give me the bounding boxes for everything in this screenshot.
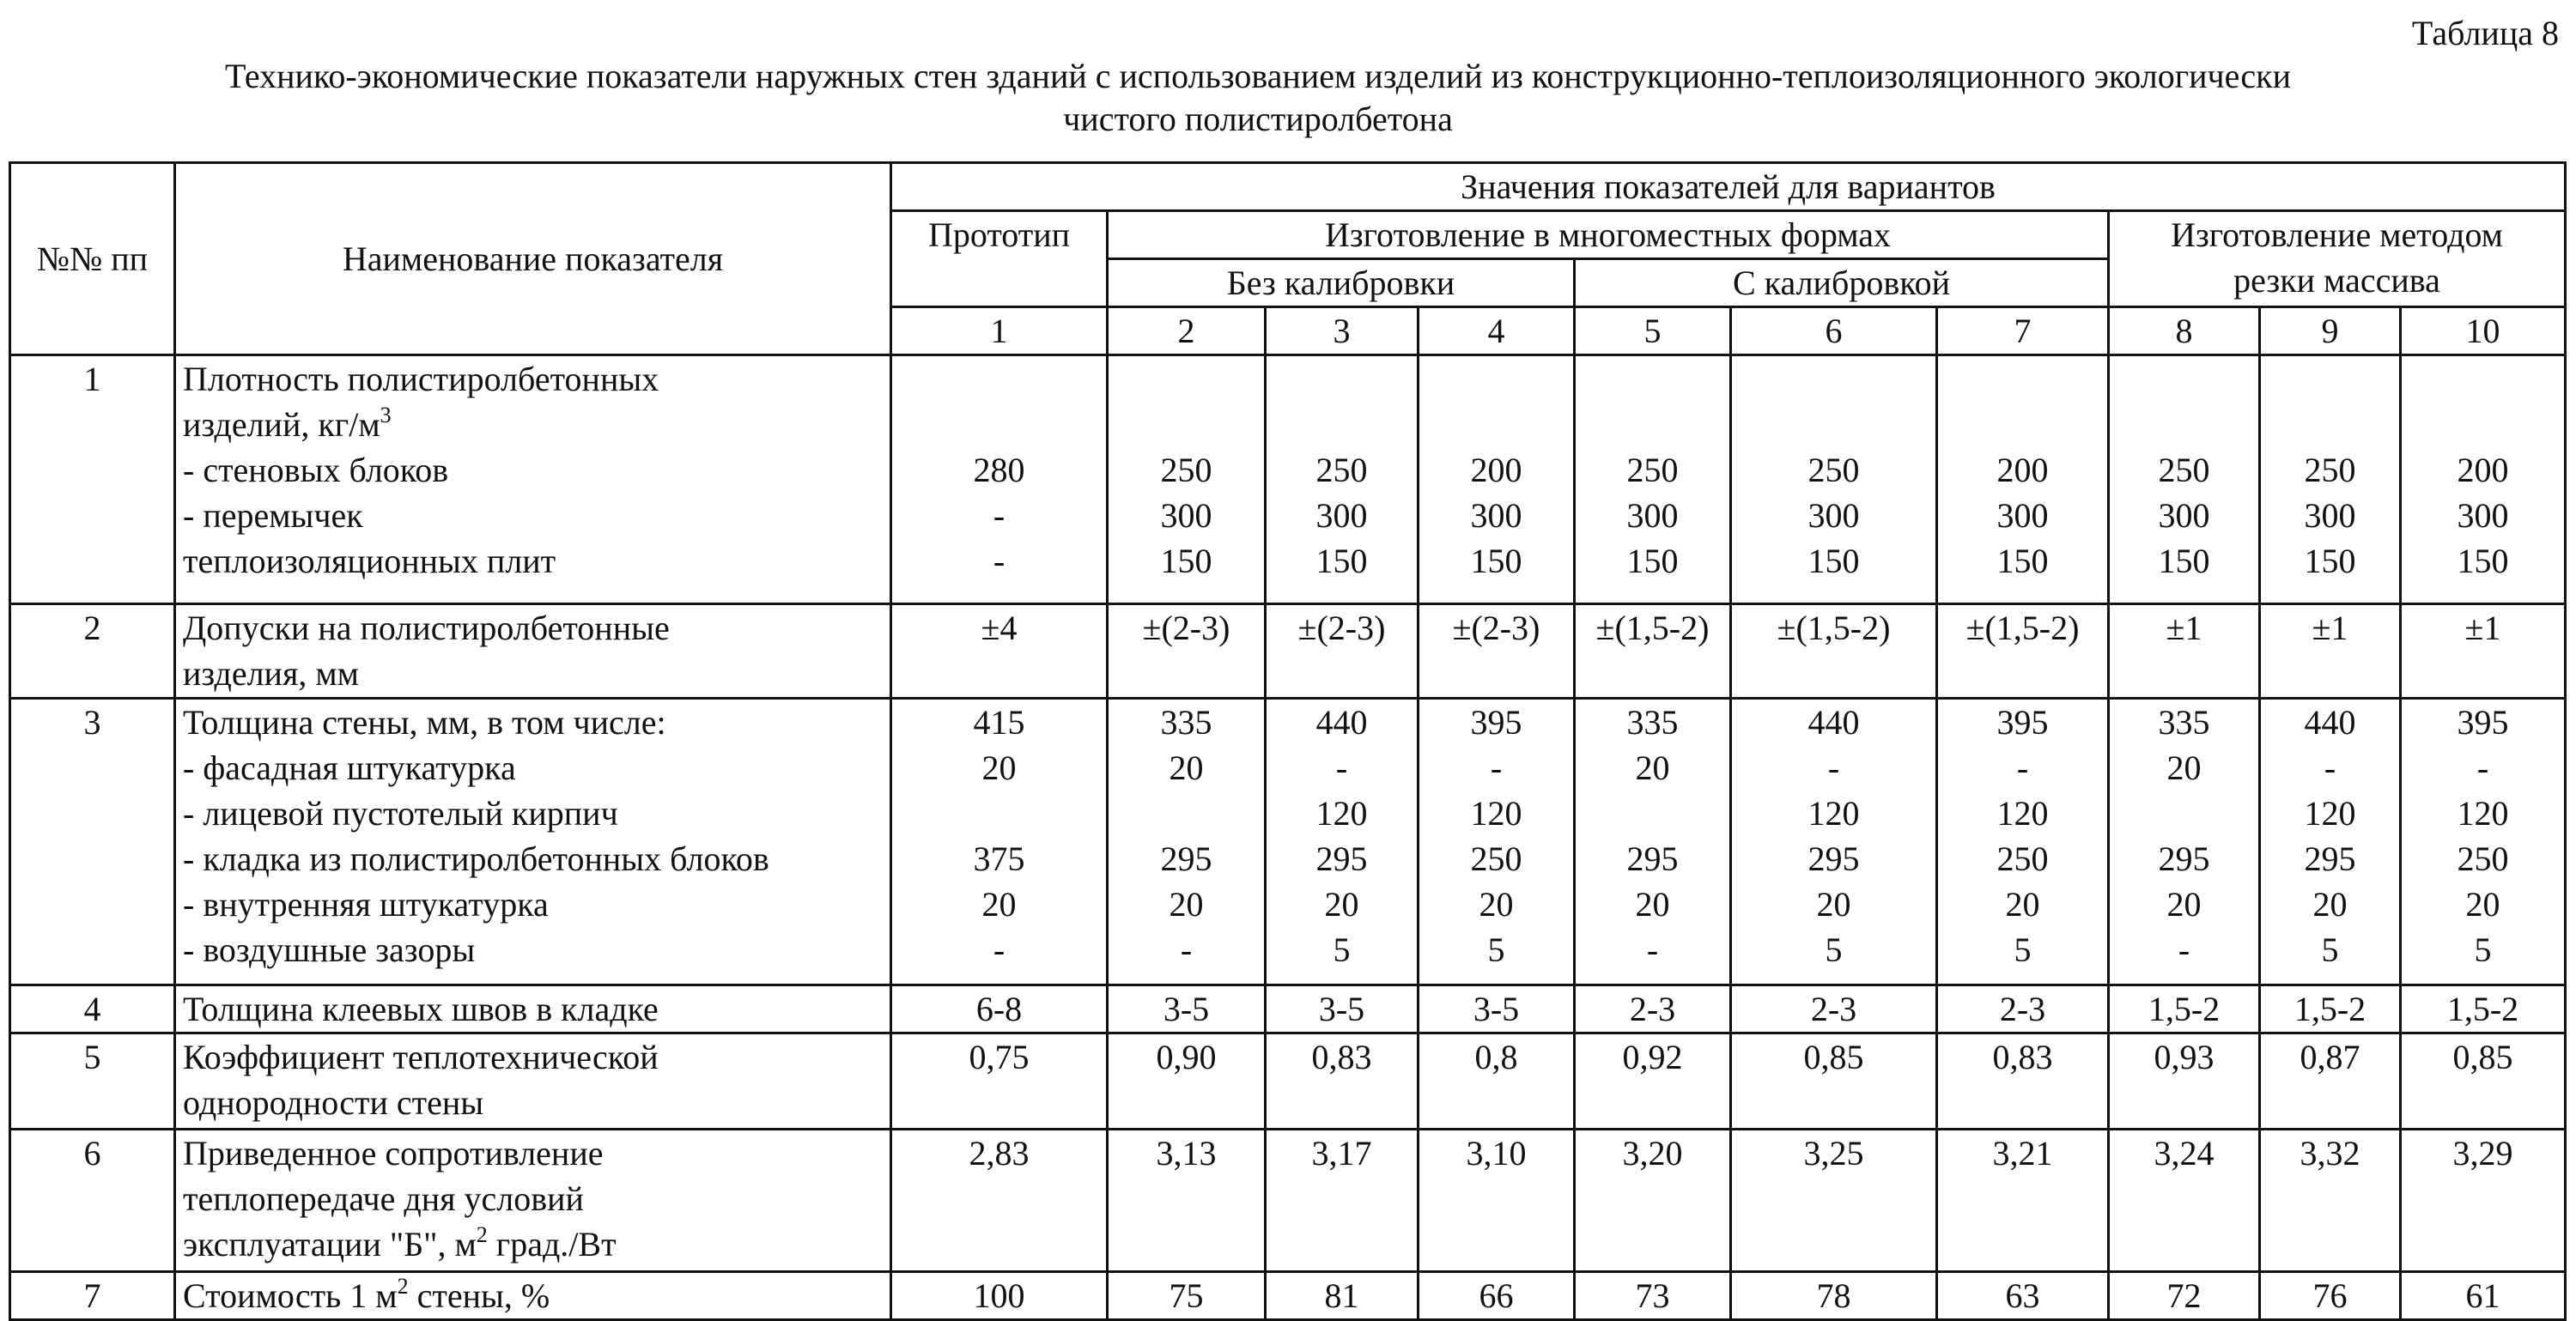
value: 20 [981,748,1017,787]
caption-line-1: Технико-экономические показатели наружных стен зданий с использованием изделий из конструкционно-теплоизоляционного экологически [225,57,2291,95]
row-number: 2 [10,604,175,699]
value: 63 [2005,1276,2040,1315]
value: 250 [2158,451,2210,489]
value: ±(2-3) [1297,609,1386,647]
value: 300 [2158,496,2210,535]
value: 20 [1816,885,1851,924]
value: 295 [1626,839,1679,878]
value-cell [1937,699,2109,985]
value: 300 [1807,496,1860,535]
value: 0,85 [2452,1038,2513,1076]
value: 415 [973,703,1025,742]
value: 375 [973,839,1025,878]
value-cell [2260,699,2401,985]
value: 150 [1807,542,1860,580]
value-cell [1575,604,1731,699]
value-cell [1108,699,1266,985]
value [1426,402,1566,447]
value: - [993,930,1005,969]
value: 120 [1315,794,1368,833]
row-number: 7 [10,1272,175,1320]
indicator-name-line: теплоизоляционных плит [183,542,556,580]
value-cell [1266,985,1419,1033]
value-cell [2109,1272,2260,1320]
indicator-name-line: Толщина стены, мм, в том числе: [183,703,666,742]
column-number: 4 [1419,307,1575,355]
row-number: 4 [10,985,175,1033]
value-cell [1266,699,1419,985]
value [2409,402,2557,447]
value: 75 [1169,1276,1204,1315]
value: 3,13 [1156,1134,1217,1173]
value-cell [2401,604,2566,699]
value [1739,356,1929,402]
header-prototype: Прототип [891,211,1108,307]
value: 295 [1315,839,1368,878]
value: 81 [1324,1276,1359,1315]
value: ±(1,5-2) [1777,609,1891,647]
column-number: 8 [2109,307,2260,355]
value: 0,92 [1622,1038,1683,1076]
value: 335 [1626,703,1679,742]
value: 3-5 [1163,990,1210,1028]
value: 395 [1996,703,2049,742]
value-cell [891,355,1108,604]
value: - [993,542,1005,580]
value-cell [1108,1033,1266,1130]
value: 150 [2457,542,2509,580]
value: 295 [2304,839,2356,878]
table-row [10,985,2566,1033]
value-cell [1419,1033,1575,1130]
value: 0,75 [969,1038,1030,1076]
value: 3,21 [1992,1134,2053,1173]
value: ±(1,5-2) [1965,609,2080,647]
value-cell [1731,985,1937,1033]
value [2409,356,2557,402]
value: 20 [1169,748,1204,787]
value: ±(2-3) [1452,609,1540,647]
value: 3-5 [1473,990,1520,1028]
value [899,356,1099,402]
value: - [1490,748,1503,787]
value: 0,83 [1311,1038,1372,1076]
indicator-name-line: - перемычек [183,496,363,535]
value-cell [2401,1272,2566,1320]
value: 150 [1160,542,1212,580]
value: 300 [2304,496,2356,535]
value-cell [1731,1272,1937,1320]
value-cell [2401,985,2566,1033]
value-cell [891,604,1108,699]
value-cell [1731,699,1937,985]
value: 2,83 [969,1134,1030,1173]
value: 5 [1487,930,1505,969]
value: 5 [2014,930,2032,969]
value [1583,791,1722,836]
value [1945,402,2100,447]
value: 300 [1315,496,1368,535]
indicator-name-line: Коэффициент теплотехнической [183,1038,659,1076]
row-number: 1 [10,355,175,604]
value: 20 [1635,885,1670,924]
value-cell [2260,604,2401,699]
header-cutting-line-2: резки массива [2233,261,2440,300]
value-cell [2109,355,2260,604]
value: ±1 [2312,609,2348,647]
value: 20 [1635,748,1670,787]
value: 250 [1160,451,1212,489]
value: 20 [1169,885,1204,924]
value [1273,402,1410,447]
value-cell [1731,1130,1937,1272]
value [1583,402,1722,447]
value: ±(2-3) [1142,609,1230,647]
value [2268,402,2392,447]
value [1426,356,1566,402]
value-cell [1419,604,1575,699]
value: 395 [1470,703,1522,742]
value: 3,17 [1311,1134,1372,1173]
column-number: 5 [1575,307,1731,355]
value: 0,83 [1992,1038,2053,1076]
value-cell [1419,985,1575,1033]
value: 3,20 [1622,1134,1683,1173]
value: 250 [1315,451,1368,489]
value: 150 [1315,542,1368,580]
value: 0,85 [1803,1038,1864,1076]
table-row [10,1033,2566,1130]
value: 120 [1807,794,1860,833]
value: 0,90 [1156,1038,1217,1076]
value: 1,5-2 [2446,990,2519,1028]
table-row [10,1272,2566,1320]
value: 335 [1160,703,1212,742]
value: 6-8 [975,990,1023,1028]
value-cell [1419,1272,1575,1320]
value [2268,356,2392,402]
value: 2-3 [1629,990,1676,1028]
indicator-name-line: - кладка из полистиролбетонных блоков [183,839,769,878]
value: 300 [1996,496,2049,535]
value: 20 [2005,885,2040,924]
value [1739,402,1929,447]
value-cell [891,1033,1108,1130]
value: ±(1,5-2) [1595,609,1710,647]
value-cell [1937,1272,2109,1320]
value: 5 [2321,930,2339,969]
header-cutting-line-1: Изготовление методом [2171,215,2503,254]
value [2117,402,2251,447]
header-with-calibration: С калибровкой [1575,259,2109,307]
value: 150 [2304,542,2356,580]
value: 250 [1996,839,2049,878]
indicator-name [175,1033,891,1130]
column-number: 7 [1937,307,2109,355]
value: 300 [1160,496,1212,535]
value: 1,5-2 [2293,990,2366,1028]
value: 200 [1470,451,1522,489]
header-cutting [2109,211,2566,307]
value-cell [1419,355,1575,604]
value-cell [1266,1130,1419,1272]
value-cell [891,699,1108,985]
indicator-name-line: Толщина клеевых швов в кладке [183,990,659,1028]
indicator-name [175,1130,891,1272]
value-cell [2401,1130,2566,1272]
indicator-name-line: - воздушные зазоры [183,930,476,969]
indicator-name-line: изделия, мм [183,654,359,693]
indicator-name-line: - лицевой пустотелый кирпич [183,794,618,833]
value: 120 [1470,794,1522,833]
value: 3,24 [2154,1134,2215,1173]
header-no-calibration: Без калибровки [1108,259,1575,307]
value-cell [891,985,1108,1033]
indicator-name [175,1272,891,1320]
value: 20 [981,885,1017,924]
value-cell [2260,1033,2401,1130]
table-label: Таблица 8 [2411,14,2559,52]
value [1115,356,1257,402]
indicator-name [175,699,891,985]
value: - [2476,748,2489,787]
indicator-name-line: Приведенное сопротивление [183,1134,604,1173]
value-cell [2401,1033,2566,1130]
value-cell [1266,1033,1419,1130]
unit-superscript: 2 [397,1273,409,1299]
indicator-name-line: Допуски на полистиролбетонные [183,609,670,647]
value: 295 [1807,839,1860,878]
column-number: 3 [1266,307,1419,355]
value: 200 [2457,451,2509,489]
value: 440 [2304,703,2356,742]
indicator-name [175,985,891,1033]
value: 440 [1315,703,1368,742]
table-caption [0,55,2516,141]
value-cell [1937,985,2109,1033]
value: 76 [2312,1276,2348,1315]
value: 250 [1470,839,1522,878]
value-cell [1108,355,1266,604]
value: 200 [1996,451,2049,489]
header-multiform: Изготовление в многоместных формах [1108,211,2109,259]
value: 295 [1160,839,1212,878]
value-cell [1575,985,1731,1033]
value: - [2016,748,2029,787]
value: 100 [973,1276,1025,1315]
value: 72 [2166,1276,2202,1315]
value-cell [2109,1130,2260,1272]
unit-superscript: 3 [380,402,392,427]
header-name: Наименование показателя [175,163,891,355]
value-cell [2109,1033,2260,1130]
table-row [10,355,2566,604]
value-cell [2260,1272,2401,1320]
value: 150 [1996,542,2049,580]
indicator-name [175,604,891,699]
value: 20 [1479,885,1514,924]
value: 150 [1626,542,1679,580]
value-cell [1419,1130,1575,1272]
value-cell [2401,355,2566,604]
indicator-name-line: - фасадная штукатурка [183,748,516,787]
value-cell [1937,1130,2109,1272]
value-cell [2109,604,2260,699]
value: 0,8 [1474,1038,1518,1076]
value-cell [891,1272,1108,1320]
value: - [2178,930,2190,969]
value: - [1827,748,1840,787]
value-cell [1419,699,1575,985]
value: 5 [1825,930,1843,969]
value-cell [2260,1130,2401,1272]
value: 5 [2474,930,2492,969]
indicator-name-line: - стеновых блоков [183,451,449,489]
value: 295 [2158,839,2210,878]
value: 0,87 [2300,1038,2360,1076]
value: 280 [973,451,1025,489]
value: 250 [2457,839,2509,878]
indicator-name [175,355,891,604]
value-cell [1575,355,1731,604]
value: 3,10 [1466,1134,1527,1173]
indicator-name-line: однородности стены [183,1083,484,1122]
value: 2-3 [1999,990,2046,1028]
indicator-name-line: Плотность полистиролбетонных [183,360,659,398]
value [2117,791,2251,836]
value [1115,791,1257,836]
unit-superscript: 2 [476,1221,488,1247]
value: ±1 [2464,609,2501,647]
value-cell [1575,1033,1731,1130]
value-cell [1266,355,1419,604]
row-number: 3 [10,699,175,985]
value: 300 [2457,496,2509,535]
value-cell [1575,1272,1731,1320]
value: ±4 [981,609,1018,647]
value: 120 [2457,794,2509,833]
value: - [2324,748,2336,787]
column-number: 6 [1731,307,1937,355]
value: 20 [2465,885,2500,924]
column-number: 2 [1108,307,1266,355]
value-cell [1266,604,1419,699]
value-cell [1108,985,1266,1033]
value: 250 [1807,451,1860,489]
value: 150 [1470,542,1522,580]
value: 3,29 [2452,1134,2513,1173]
indicator-name-line: эксплуатации "Б", $м^2$ град./Вт [183,1221,617,1263]
value: 250 [1626,451,1679,489]
value-cell [1266,1272,1419,1320]
value: 250 [2304,451,2356,489]
column-number: 10 [2401,307,2566,355]
value-cell [2260,985,2401,1033]
indicator-name-line: Стоимость 1 $м^2$ стены, % [183,1273,550,1315]
value [1583,356,1722,402]
value: 73 [1635,1276,1670,1315]
value: 66 [1479,1276,1514,1315]
value: 300 [1470,496,1522,535]
value-cell [1937,1033,2109,1130]
value-cell [891,1130,1108,1272]
table-row [10,699,2566,985]
value: ±1 [2166,609,2202,647]
value-cell [1731,355,1937,604]
value: 120 [2304,794,2356,833]
value: 2-3 [1810,990,1857,1028]
row-number: 6 [10,1130,175,1272]
value: 440 [1807,703,1860,742]
indicators-table [9,161,2567,1321]
value: 3,32 [2300,1134,2360,1173]
value: - [1646,930,1659,969]
value: 395 [2457,703,2509,742]
value [899,791,1099,836]
value: 150 [2158,542,2210,580]
value: 120 [1996,794,2049,833]
table-row [10,604,2566,699]
header-num: №№ пп [10,163,175,355]
value [2117,356,2251,402]
value: 20 [2166,748,2202,787]
value-cell [1731,1033,1937,1130]
value-cell [1108,604,1266,699]
value-cell [1575,699,1731,985]
indicator-name-line: изделий, $кг/м^3$ [183,402,392,444]
value: 0,93 [2154,1038,2215,1076]
value-cell [2109,699,2260,985]
value: - [993,496,1005,535]
value-cell [1108,1130,1266,1272]
row-number: 5 [10,1033,175,1130]
value: 61 [2465,1276,2500,1315]
value: 335 [2158,703,2210,742]
value: 20 [1324,885,1359,924]
value: 20 [2166,885,2202,924]
value [1273,356,1410,402]
value-cell [1731,604,1937,699]
value: 300 [1626,496,1679,535]
header-values-title: Значения показателей для вариантов [891,163,2566,211]
value-cell [1108,1272,1266,1320]
column-number: 1 [891,307,1108,355]
value: 3-5 [1318,990,1365,1028]
value: 5 [1333,930,1351,969]
value-cell [2401,699,2566,985]
table-row [10,1130,2566,1272]
value [1115,402,1257,447]
value: 1,5-2 [2148,990,2221,1028]
indicator-name-line: теплопередаче дня условий [183,1179,584,1218]
value-cell [1575,1130,1731,1272]
value: - [1335,748,1348,787]
caption-line-2: чистого полистиролбетона [1063,100,1453,138]
value-cell [2109,985,2260,1033]
value: 3,25 [1803,1134,1864,1173]
column-number: 9 [2260,307,2401,355]
value [899,402,1099,447]
value: 78 [1816,1276,1851,1315]
value: - [1180,930,1193,969]
value-cell [1937,604,2109,699]
indicator-name-line: - внутренняя штукатурка [183,885,549,924]
value: 20 [2312,885,2348,924]
value [1945,356,2100,402]
value-cell [1937,355,2109,604]
value-cell [2260,355,2401,604]
